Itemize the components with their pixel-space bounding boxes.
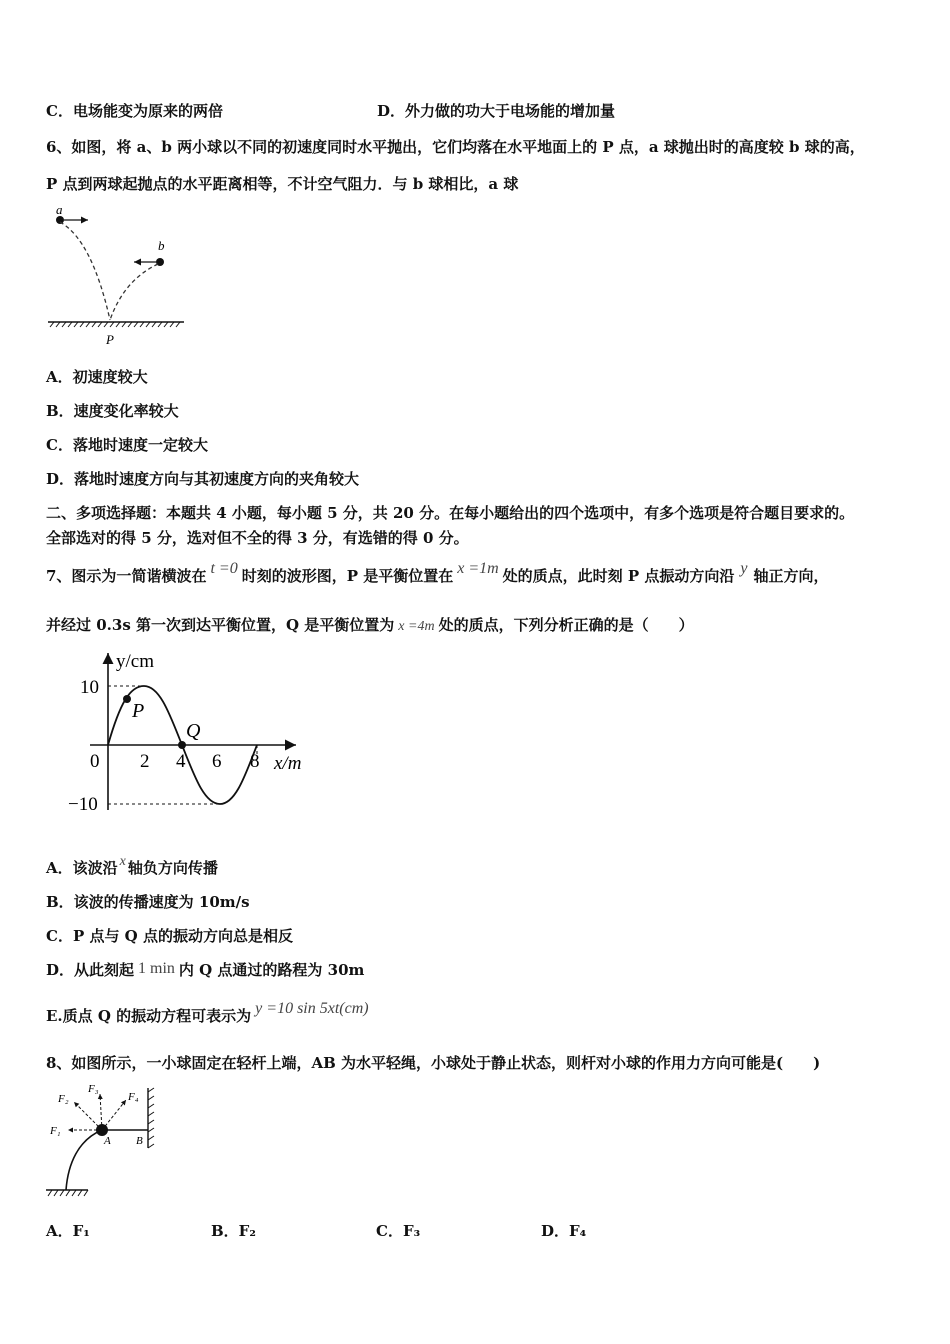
q7-text: 7、图示为一简谐横波在 (46, 567, 207, 585)
q7-option-a (46, 854, 218, 880)
point-p-icon (123, 695, 131, 703)
ball-a-label: a (56, 202, 63, 217)
q7-option-d-text: D．从此刻起 (46, 961, 135, 979)
q7-math-x4: x =4m (398, 619, 435, 634)
q7-option-d (46, 960, 364, 981)
x-tick-8: 8 (250, 751, 260, 772)
q7-option-a-math: x (119, 854, 126, 869)
force-f4-label: F₄ (128, 1091, 139, 1103)
point-p-label: P (132, 700, 145, 722)
q7-option-e (46, 1000, 373, 1027)
q8-stem: 8、如图所示，一小球固定在轻杆上端，AB 为水平轻绳，小球处于静止状态，则杆对小球的作用力方向可能是( ) (46, 1054, 821, 1072)
q7-math-y: y (740, 560, 748, 577)
force-f1-label: F₁ (50, 1125, 61, 1137)
x-tick-6: 6 (212, 751, 222, 772)
q7-option-c: C．P 点与 Q 点的振动方向总是相反 (46, 927, 293, 945)
q7-option-e-text: E.质点 Q 的振动方程可表示为 (46, 1007, 252, 1025)
q6-stem-line2: P 点到两球起抛点的水平距离相等，不计空气阻力．与 b 球相比，a 球 (46, 175, 519, 193)
q6-stem-line1: 6、如图，将 a、b 两小球以不同的初速度同时水平抛出，它们均落在水平地面上的 P 点，a 球抛出时的高度较 b 球的高， (46, 138, 865, 156)
q7-option-e-math: y =10 sin 5xt(cm) (255, 1000, 369, 1017)
section2-heading-line1: 二、多项选择题：本题共 4 小题，每小题 5 分，共 20 分。在每小题给出的四个选项中，有多个选项是符合题目要求的。 (46, 504, 855, 522)
q7-option-d-text: 内 Q 点通过的路程为 30m (178, 961, 365, 979)
point-q-label: Q (186, 720, 201, 742)
q7-stem-line1 (46, 560, 829, 587)
x-tick-2: 2 (140, 751, 150, 772)
point-b-label: B (136, 1135, 143, 1147)
q8-option-c: C．F₃ (376, 1222, 421, 1240)
point-a-label: A (104, 1135, 111, 1147)
ball-b-label: b (158, 238, 165, 253)
y-tick-10: 10 (80, 677, 99, 698)
x-tick-0: 0 (90, 751, 100, 772)
q7-text: 处的质点，此时刻 P 点振动方向沿 (502, 567, 735, 585)
section2-heading-line2: 全部选对的得 5 分，选对但不全的得 3 分，有选错的得 0 分。 (46, 529, 469, 547)
q7-option-a-text: 轴负方向传播 (127, 859, 218, 877)
point-q-icon (178, 741, 186, 749)
force-f2-label: F₂ (58, 1093, 69, 1105)
q6-option-d: D．落地时速度方向与其初速度方向的夹角较大 (46, 470, 360, 488)
q5-option-d: D．外力做的功大于电场能的增加量 (377, 102, 616, 120)
force-f3-label: F₃ (88, 1083, 99, 1095)
q7-stem-line2 (46, 615, 694, 637)
q6-option-c: C．落地时速度一定较大 (46, 436, 208, 454)
rod (66, 1130, 102, 1190)
q6-option-b: B．速度变化率较大 (46, 402, 179, 420)
q7-math-x1: x =1m (457, 560, 499, 577)
q7-text: 处的质点，下列分析正确的是（ ） (438, 616, 694, 634)
q6-option-a: A．初速度较大 (46, 368, 148, 386)
point-p-label: P (106, 332, 114, 347)
q7-text: 轴正方向， (753, 567, 829, 585)
q8-option-b: B．F₂ (211, 1222, 256, 1240)
x-axis-label: x/m (274, 753, 302, 774)
q7-option-b: B．该波的传播速度为 10m/s (46, 893, 250, 911)
q7-option-d-math: 1 min (138, 960, 175, 977)
q7-math-t: t =0 (210, 560, 238, 577)
ball-a-icon (56, 216, 64, 224)
x-tick-4: 4 (176, 751, 186, 772)
q8-option-d: D．F₄ (541, 1222, 587, 1240)
y-axis-label: y/cm (116, 651, 154, 672)
q6-projectile-figure (44, 200, 194, 350)
q7-text: 时刻的波形图，P 是平衡位置在 (241, 567, 454, 585)
q7-option-a-text: A．该波沿 (46, 859, 118, 877)
q7-wave-graph (60, 645, 330, 820)
q8-option-a: A．F₁ (46, 1222, 90, 1240)
q8-rod-figure (44, 1080, 164, 1198)
y-tick-neg10: −10 (68, 794, 98, 815)
q5-option-c: C．电场能变为原来的两倍 (46, 102, 223, 120)
q7-text: 并经过 0.3s 第一次到达平衡位置，Q 是平衡位置为 (46, 616, 395, 634)
